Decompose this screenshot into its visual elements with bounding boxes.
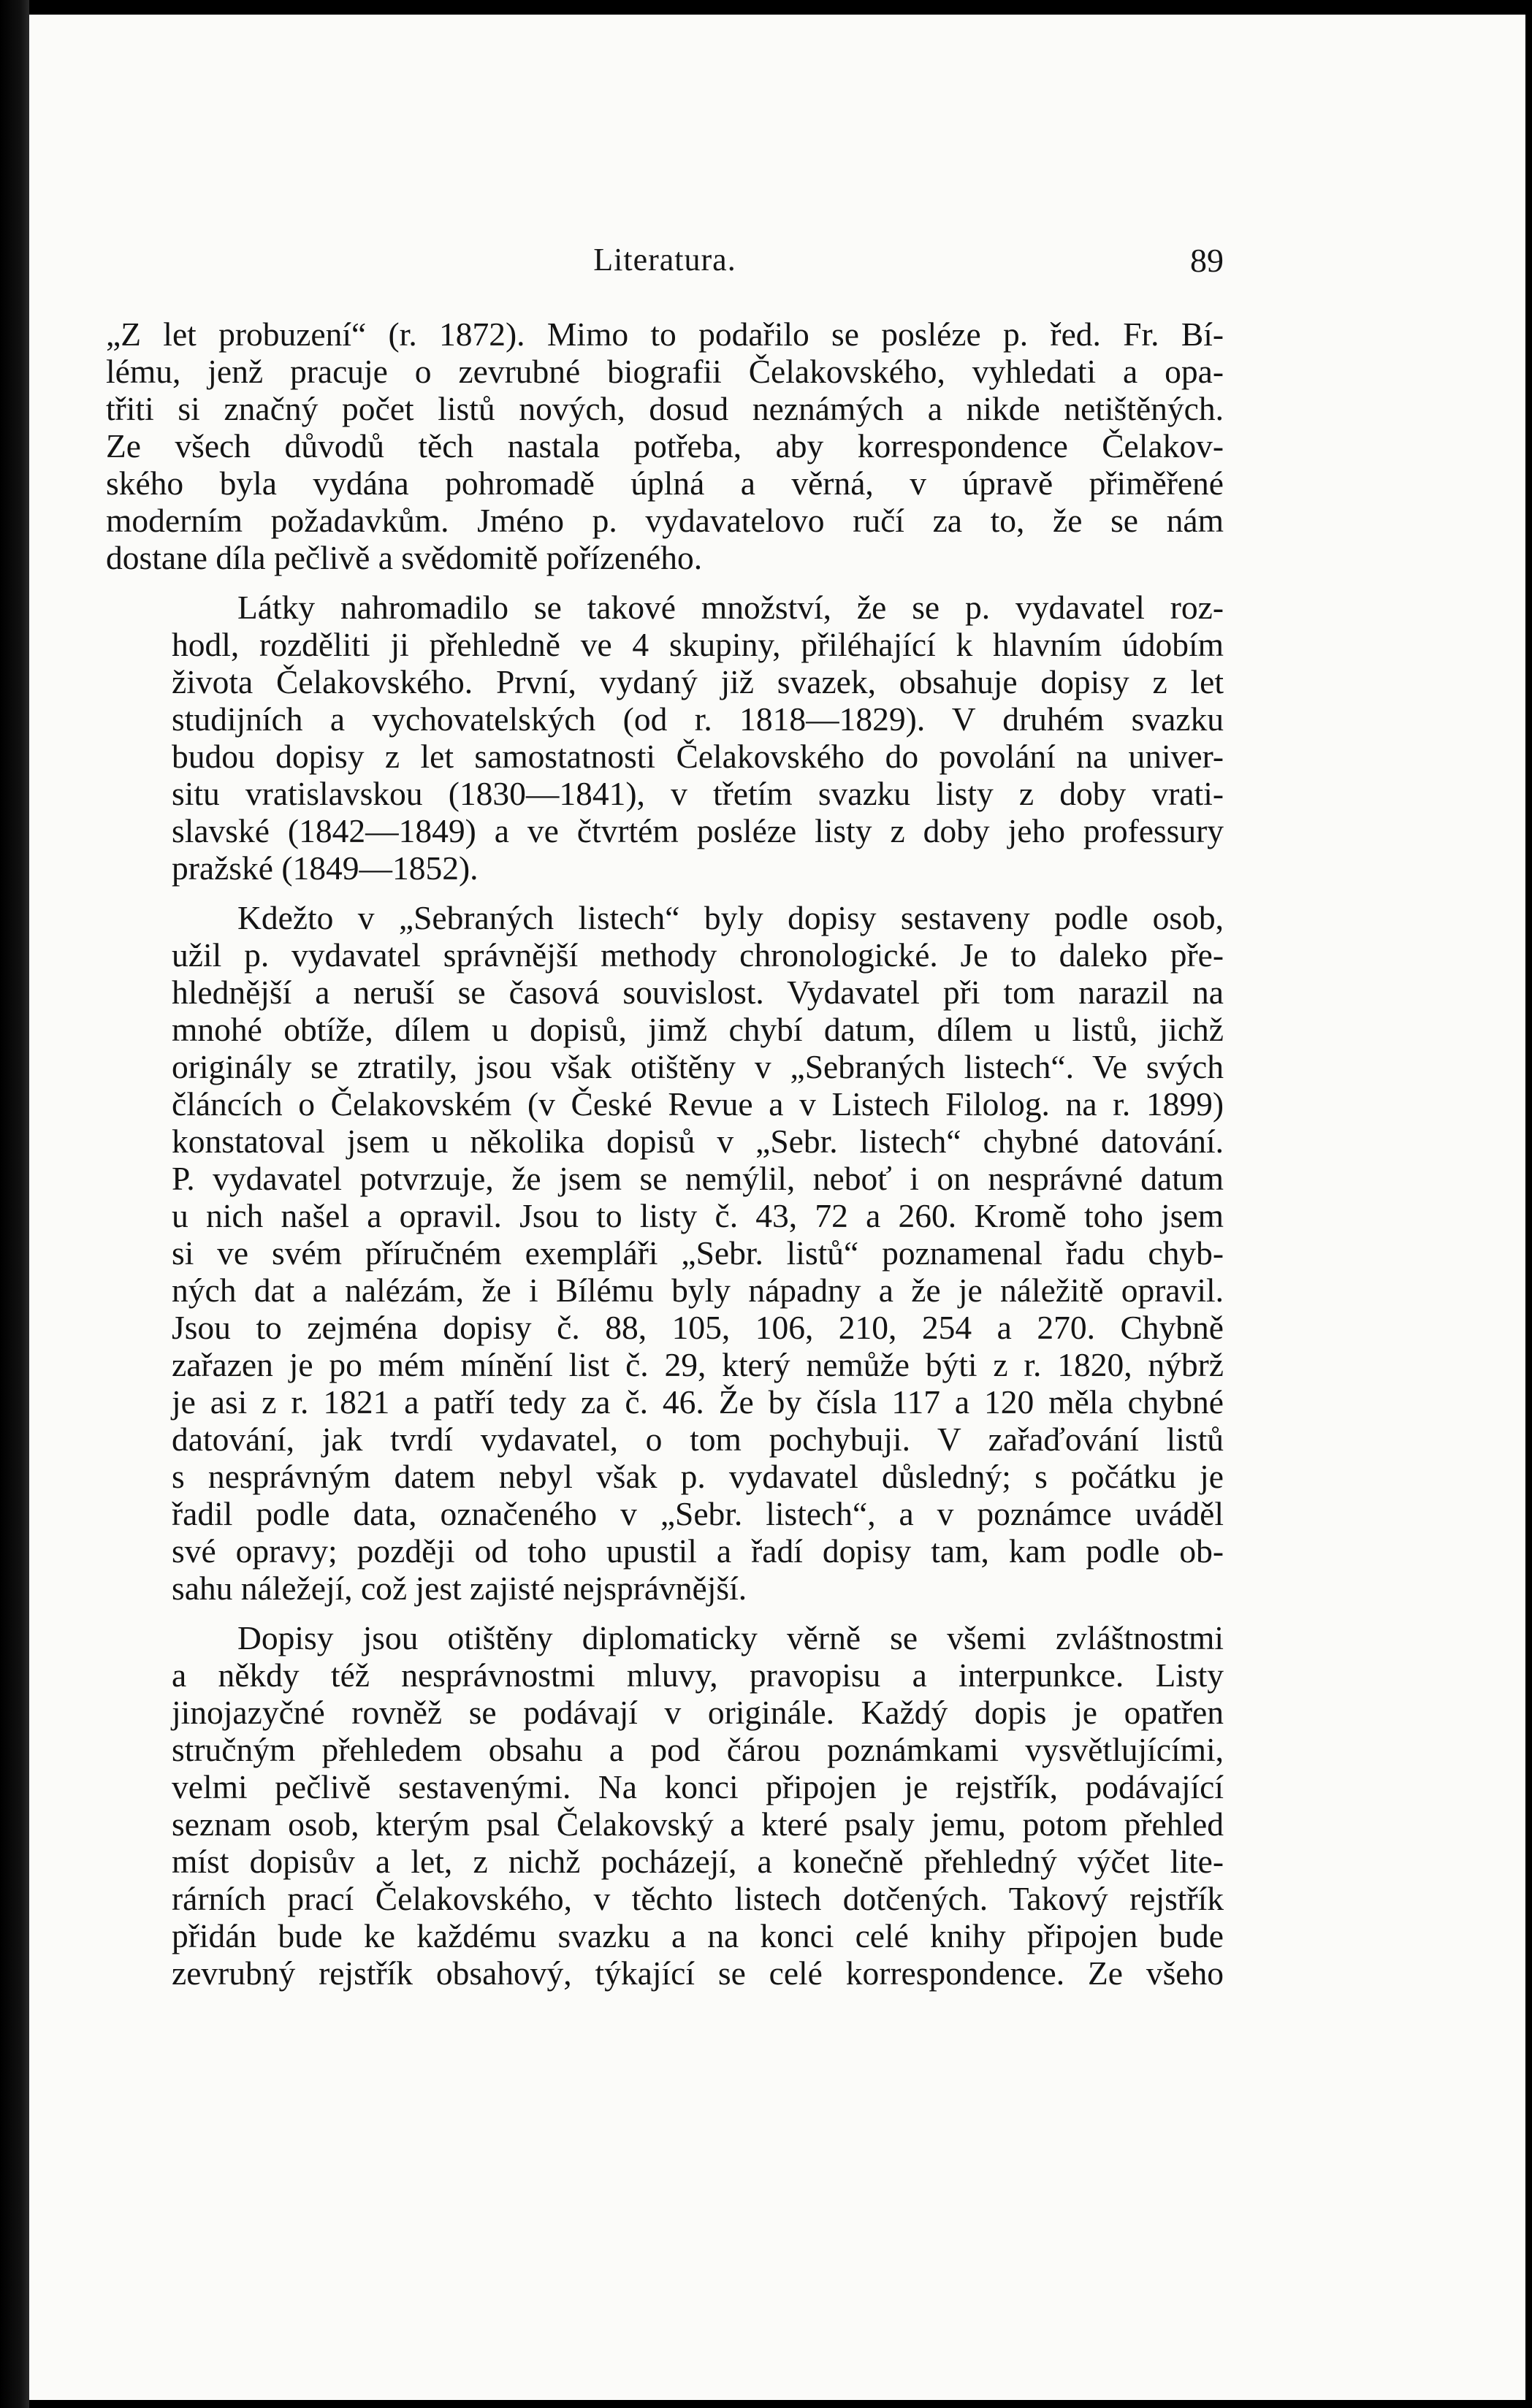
text-line: hlednější a neruší se časová souvislost. Vydavatel při tom narazil na (172, 974, 1224, 1011)
text-line: ského byla vydána pohromadě úplná a věrná, v úpravě přiměřené (106, 465, 1224, 502)
text-line: lému, jenž pracuje o zevrubné biografii Čelakovského, vyhledati a opa- (106, 353, 1224, 390)
text-line: přidán bude ke každému svazku a na konci celé knihy připojen bude (172, 1917, 1224, 1954)
text-line: řadil podle data, označeného v „Sebr. listech“, a v poznámce uváděl (172, 1495, 1224, 1532)
text-line: Jsou to zejména dopisy č. 88, 105, 106, 210, 254 a 270. Chybně (172, 1309, 1224, 1346)
text-line: míst dopisův a let, z nichž pocházejí, a konečně přehledný výčet lite- (172, 1843, 1224, 1880)
text-line: konstatoval jsem u několika dopisů v „Sebr. listech“ chybné datování. (172, 1123, 1224, 1160)
text-line: života Čelakovského. První, vydaný již svazek, obsahuje dopisy z let (172, 663, 1224, 700)
text-line: jinojazyčné rovněž se podávají v originále. Každý dopis je opatřen (172, 1694, 1224, 1731)
text-line: Ze všech důvodů těch nastala potřeba, aby korrespondence Čelakov- (106, 427, 1224, 465)
text-line: zařazen je po mém mínění list č. 29, který nemůže býti z r. 1820, nýbrž (172, 1346, 1224, 1383)
text-line: pražské (1849—1852). (172, 849, 479, 887)
paragraph-2 (106, 589, 1224, 887)
paragraph-1 (106, 316, 1224, 576)
text-line: je asi z r. 1821 a patří tedy za č. 46. Že by čísla 117 a 120 měla chybné (172, 1383, 1224, 1421)
text-line: Dopisy jsou otištěny diplomaticky věrně se všemi zvláštnostmi (237, 1619, 1224, 1656)
body-text (106, 316, 1224, 1992)
page-header (106, 241, 1224, 285)
running-title: Literatura. (593, 242, 736, 278)
text-line: s nesprávným datem nebyl však p. vydavatel důsledný; s počátku je (172, 1458, 1224, 1495)
text-line: rárních prací Čelakovského, v těchto listech dotčených. Takový rejstřík (172, 1880, 1224, 1917)
text-line: článcích o Čelakovském (v České Revue a v Listech Filolog. na r. 1899) (172, 1085, 1224, 1123)
text-line: budou dopisy z let samostatnosti Čelakovského do povolání na univer- (172, 738, 1224, 775)
text-line: hodl, rozděliti ji přehledně ve 4 skupiny, přiléhající k hlavním údobím (172, 626, 1224, 663)
page-number: 89 (1190, 242, 1224, 279)
text-line: datování, jak tvrdí vydavatel, o tom pochybuji. V zařaďování listů (172, 1421, 1224, 1458)
text-line: užil p. vydavatel správnější methody chronologické. Je to daleko pře- (172, 936, 1224, 974)
paragraph-4 (106, 1619, 1224, 1992)
text-line: zevrubný rejstřík obsahový, týkající se celé korrespondence. Ze všeho (172, 1954, 1224, 1992)
text-line: a někdy též nesprávnostmi mluvy, pravopisu a interpunkce. Listy (172, 1656, 1224, 1694)
text-line: ných dat a nalézám, že i Bílému byly nápadny a že je náležitě opravil. (172, 1272, 1224, 1309)
text-line: moderním požadavkům. Jméno p. vydavatelovo ručí za to, že se nám (106, 502, 1224, 539)
text-line: situ vratislavskou (1830—1841), v třetím svazku listy z doby vrati- (172, 775, 1224, 812)
text-line: „Z let probuzení“ (r. 1872). Mimo to podařilo se posléze p. řed. Fr. Bí- (106, 316, 1224, 353)
text-line: u nich našel a opravil. Jsou to listy č. 43, 72 a 260. Kromě toho jsem (172, 1197, 1224, 1234)
text-line: seznam osob, kterým psal Čelakovský a které psaly jemu, potom přehled (172, 1805, 1224, 1843)
text-line: sahu náležejí, což jest zajisté nejsprávnější. (172, 1570, 747, 1607)
text-line: své opravy; později od toho upustil a řadí dopisy tam, kam podle ob- (172, 1532, 1224, 1570)
text-line: stručným přehledem obsahu a pod čárou poznámkami vysvětlujícími, (172, 1731, 1224, 1768)
text-line: mnohé obtíže, dílem u dopisů, jimž chybí datum, dílem u listů, jichž (172, 1011, 1224, 1048)
scan-edge-shadow (0, 0, 29, 2408)
text-line: originály se ztratily, jsou však otištěny v „Sebraných listech“. Ve svých (172, 1048, 1224, 1085)
text-line: P. vydavatel potvrzuje, že jsem se nemýlil, neboť i on nesprávné datum (172, 1160, 1224, 1197)
text-line: dostane díla pečlivě a svědomitě pořízeného. (106, 539, 703, 576)
paragraph-3 (106, 899, 1224, 1607)
text-line: Kdežto v „Sebraných listech“ byly dopisy sestaveny podle osob, (237, 899, 1224, 936)
text-line: třiti si značný počet listů nových, dosud neznámých a nikde netištěných. (106, 390, 1224, 427)
text-line: velmi pečlivě sestavenými. Na konci připojen je rejstřík, podávající (172, 1768, 1224, 1805)
text-line: studijních a vychovatelských (od r. 1818—1829). V druhém svazku (172, 700, 1224, 738)
text-line: slavské (1842—1849) a ve čtvrtém posléze listy z doby jeho professury (172, 812, 1224, 849)
text-line: si ve svém příručném exempláři „Sebr. listů“ poznamenal řadu chyb- (172, 1234, 1224, 1272)
text-line: Látky nahromadilo se takové množství, že se p. vydavatel roz- (237, 589, 1224, 626)
